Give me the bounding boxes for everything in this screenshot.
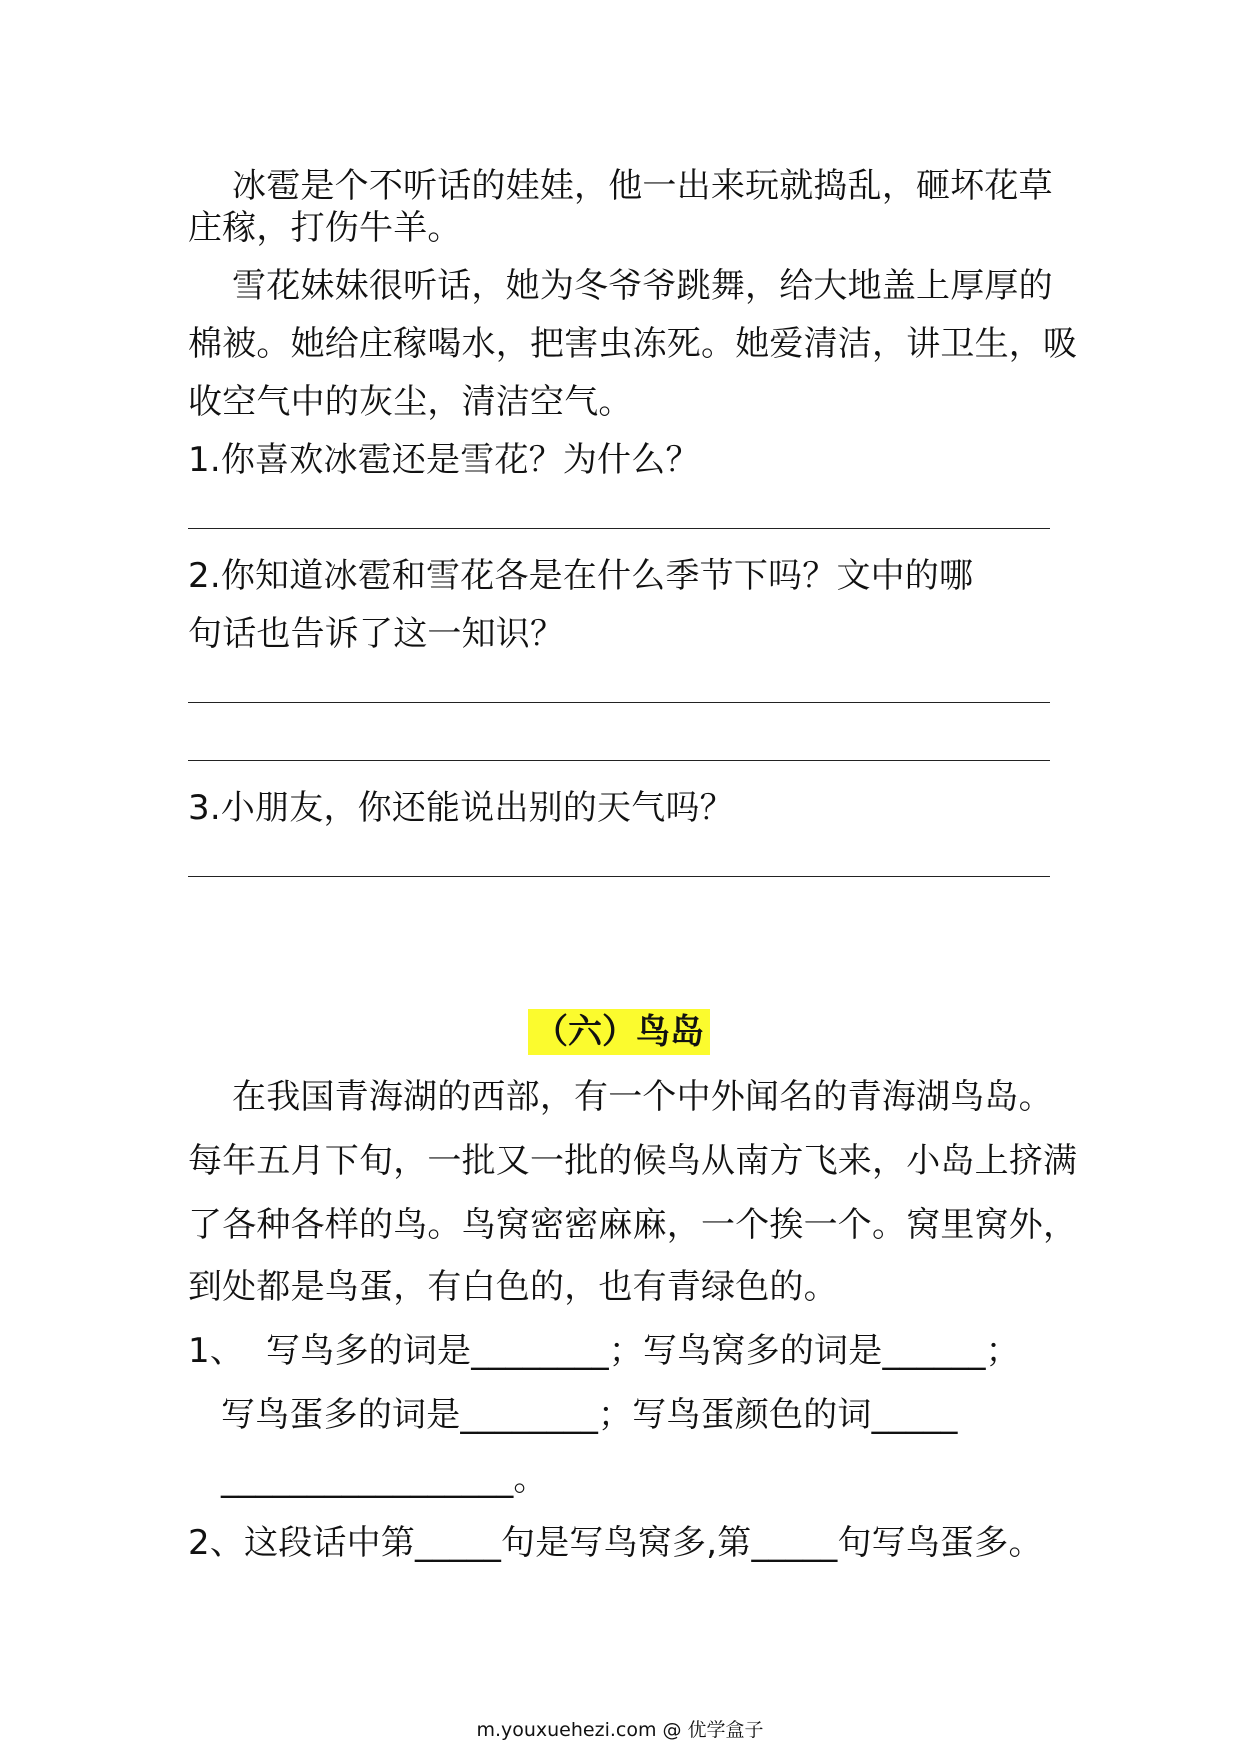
question-2: 2.你知道冰雹和雪花各是在什么季节下吗？文中的哪: [188, 556, 974, 596]
answer-line: [188, 528, 1050, 529]
passage-line: 到处都是鸟蛋，有白色的，也有青绿色的。: [188, 1267, 838, 1307]
passage-line: 在我国青海湖的西部，有一个中外闻名的青海湖鸟岛。: [188, 1077, 1053, 1117]
passage-line: 了各种各样的鸟。鸟窝密密麻麻，一个挨一个。窝里窝外，: [188, 1205, 1078, 1245]
question-1: 1.你喜欢冰雹还是雪花？为什么？: [188, 440, 700, 480]
question-1: 1、 写鸟多的词是________；写鸟窝多的词是______；: [188, 1331, 1020, 1371]
question-2-continued: 句话也告诉了这一知识？: [188, 614, 565, 654]
passage-line: 冰雹是个不听话的娃娃，他一出来玩就捣乱，砸坏花草: [188, 166, 1053, 206]
question-2: 2、这段话中第_____句是写鸟窝多,第_____句写鸟蛋多。: [188, 1523, 1043, 1563]
answer-line: [188, 876, 1050, 877]
answer-line: [188, 702, 1050, 703]
question-1-continued: _________________。: [188, 1459, 548, 1499]
passage-line: 每年五月下旬，一批又一批的候鸟从南方飞来，小岛上挤满: [188, 1141, 1078, 1181]
footer-watermark: m.youxuehezi.com @ 优学盒子: [476, 1719, 764, 1741]
passage-line: 棉被。她给庄稼喝水，把害虫冻死。她爱清洁，讲卫生，吸: [188, 324, 1078, 364]
passage-line: 庄稼，打伤牛羊。: [188, 208, 462, 248]
question-1-continued: 写鸟蛋多的词是________；写鸟蛋颜色的词_____: [188, 1395, 958, 1435]
answer-line: [188, 760, 1050, 761]
section-title: （六）鸟岛: [528, 1009, 710, 1055]
question-3: 3.小朋友，你还能说出别的天气吗？: [188, 788, 734, 828]
passage-line: 雪花妹妹很听话，她为冬爷爷跳舞，给大地盖上厚厚的: [188, 266, 1053, 306]
passage-line: 收空气中的灰尘，清洁空气。: [188, 382, 633, 422]
